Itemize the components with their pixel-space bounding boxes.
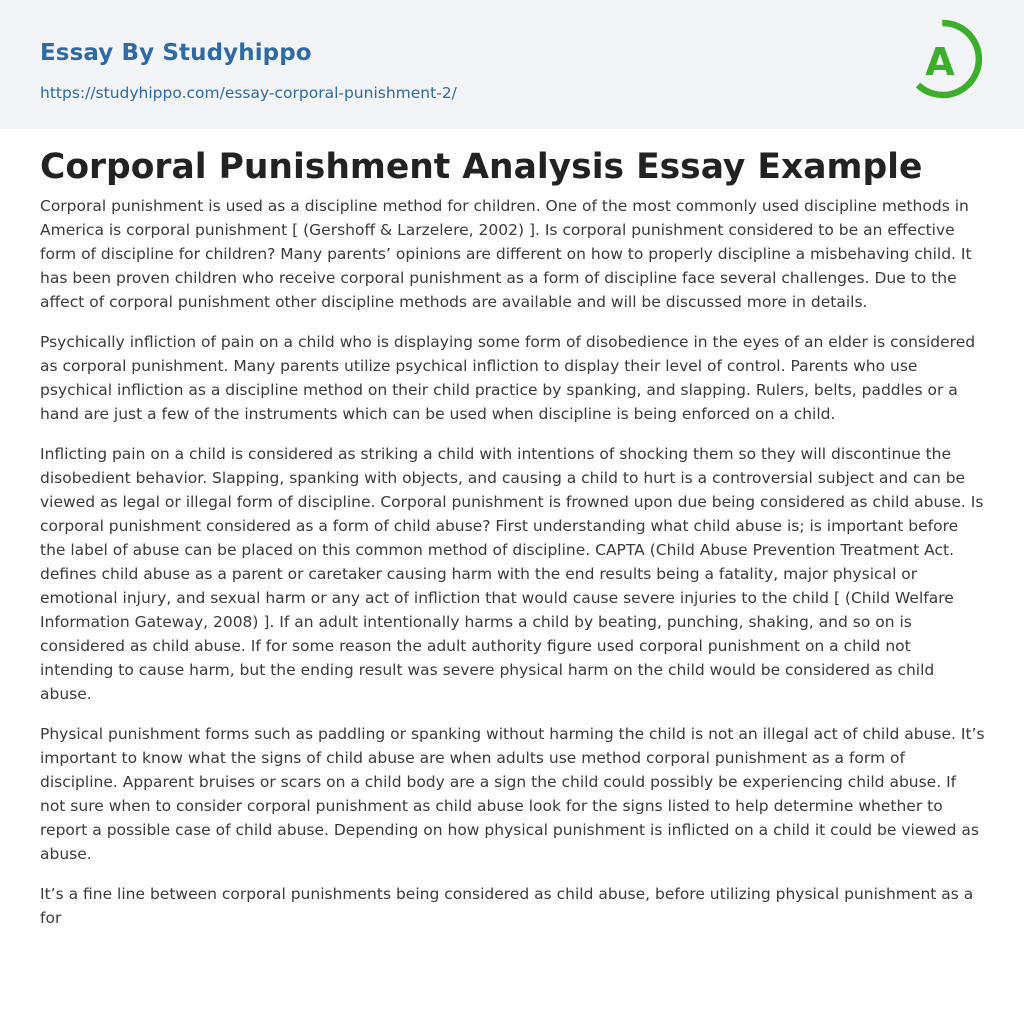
site-title[interactable]: Essay By Studyhippo <box>40 40 312 66</box>
source-url-link[interactable]: https://studyhippo.com/essay-corporal-punishment-2/ <box>40 84 457 102</box>
article-paragraph: It’s a fine line between corporal punishments being considered as child abuse, before utilizing physical punishment as a for <box>40 885 974 927</box>
article-title: Corporal Punishment Analysis Essay Example <box>40 147 923 187</box>
article-paragraph: Physical punishment forms such as paddling or spanking without harming the child is not an illegal act of child abuse. It’s important to know what the signs of child abuse are when adults use method corporal punishment as a form of discipline. Apparent bruises or scars on a child body are a sign the child could possibly be experiencing child abuse. If not sure when to consider corporal punishment as child abuse look for the signs listed to help determine whether to report a possible case of child abuse. Depending on how physical punishment is inflicted on a child it could be viewed as abuse. <box>40 725 985 863</box>
logo-letter: A <box>925 40 955 84</box>
article-paragraph: Psychically infliction of pain on a child who is displaying some form of disobedience in the eyes of an elder is considered as corporal punishment. Many parents utilize psychical infliction to display their level of control. Parents who use psychical infliction as a discipline method on their child practice by spanking, and slapping. Rulers, belts, paddles or a hand are just a few of the instruments which can be used when discipline is being enforced on a child. <box>40 333 976 423</box>
article <box>40 142 986 946</box>
article-paragraph: Inflicting pain on a child is considered as striking a child with intentions of shocking them so they will discontinue the disobedient behavior. Slapping, spanking with objects, and causing a child to hurt is a controversial subject and can be viewed as legal or illegal form of discipline. Corporal punishment is frowned upon due being considered as child abuse. Is corporal punishment considered as a form of child abuse? First understanding what child abuse is; is important before the label of abuse can be placed on this common method of discipline. CAPTA (Child Abuse Prevention Treatment Act. defines child abuse as a parent or caretaker causing harm with the end results being a fatality, major physical or emotional injury, and sexual harm or any act of infliction that would cause severe injuries to the child [ (Child Welfare Information Gateway, 2008) ]. If an adult intentionally harms a child by beating, punching, shaking, and so on is considered as child abuse. If for some reason the adult authority figure used corporal punishment on a child not intending to cause harm, but the ending result was severe physical harm on the child would be considered as child abuse. <box>40 445 984 703</box>
studyhippo-logo-icon[interactable] <box>910 17 990 107</box>
site-header <box>0 0 1024 129</box>
article-paragraph: Corporal punishment is used as a discipline method for children. One of the most commonly used discipline methods in America is corporal punishment [ (Gershoff & Larzelere, 2002) ]. Is corporal punishment considered to be an effective form of discipline for children? Many parents’ opinions are different on how to properly discipline a misbehaving child. It has been proven children who receive corporal punishment as a form of discipline face several challenges. Due to the affect of corporal punishment other discipline methods are available and will be discussed more in details. <box>40 197 972 311</box>
